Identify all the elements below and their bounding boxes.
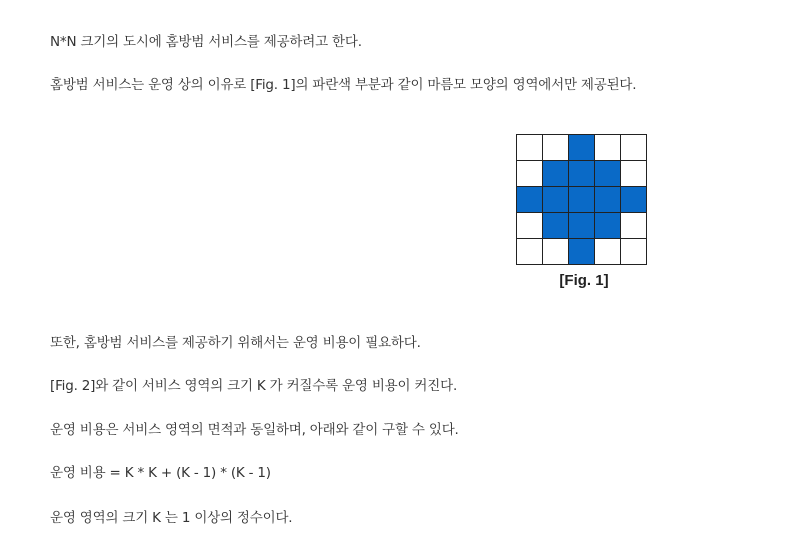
grid-cell-empty xyxy=(621,239,647,265)
grid-cell-empty xyxy=(517,213,543,239)
paragraph-cost-formula: 운영 비용 = K * K + (K - 1) * (K - 1) xyxy=(50,465,271,481)
grid-cell-empty xyxy=(517,239,543,265)
paragraph-cost-grows: [Fig. 2]와 같이 서비스 영역의 크기 K 가 커질수록 운영 비용이 커진다. xyxy=(50,378,458,394)
figure-1 xyxy=(516,134,652,289)
paragraph-intro: N*N 크기의 도시에 홈방범 서비스를 제공하려고 한다. xyxy=(50,34,362,50)
paragraph-k-constraint: 운영 영역의 크기 K 는 1 이상의 정수이다. xyxy=(50,510,293,526)
grid-cell-empty xyxy=(595,135,621,161)
grid-cell-filled xyxy=(543,161,569,187)
grid-cell-filled xyxy=(517,187,543,213)
paragraph-service-area: 홈방범 서비스는 운영 상의 이유로 [Fig. 1]의 파란색 부분과 같이 마름모 모양의 영역에서만 제공된다. xyxy=(50,77,637,93)
grid-cell-empty xyxy=(517,135,543,161)
grid-cell-filled xyxy=(569,187,595,213)
grid-cell-empty xyxy=(543,239,569,265)
grid-cell-filled xyxy=(543,213,569,239)
diamond-grid xyxy=(516,134,647,265)
grid-cell-filled xyxy=(569,161,595,187)
grid-cell-filled xyxy=(543,187,569,213)
grid-cell-filled xyxy=(595,161,621,187)
grid-cell-empty xyxy=(621,161,647,187)
grid-cell-empty xyxy=(543,135,569,161)
grid-cell-filled xyxy=(595,187,621,213)
grid-cell-filled xyxy=(595,213,621,239)
grid-cell-empty xyxy=(621,213,647,239)
figure-caption: [Fig. 1] xyxy=(559,272,609,289)
grid-cell-empty xyxy=(517,161,543,187)
grid-cell-filled xyxy=(569,213,595,239)
paragraph-cost-area: 운영 비용은 서비스 영역의 면적과 동일하며, 아래와 같이 구할 수 있다. xyxy=(50,422,459,438)
grid-cell-filled xyxy=(569,135,595,161)
grid-cell-empty xyxy=(621,135,647,161)
grid-cell-empty xyxy=(595,239,621,265)
grid-cell-filled xyxy=(569,239,595,265)
paragraph-cost-needed: 또한, 홈방범 서비스를 제공하기 위해서는 운영 비용이 필요하다. xyxy=(50,335,421,351)
grid-cell-filled xyxy=(621,187,647,213)
